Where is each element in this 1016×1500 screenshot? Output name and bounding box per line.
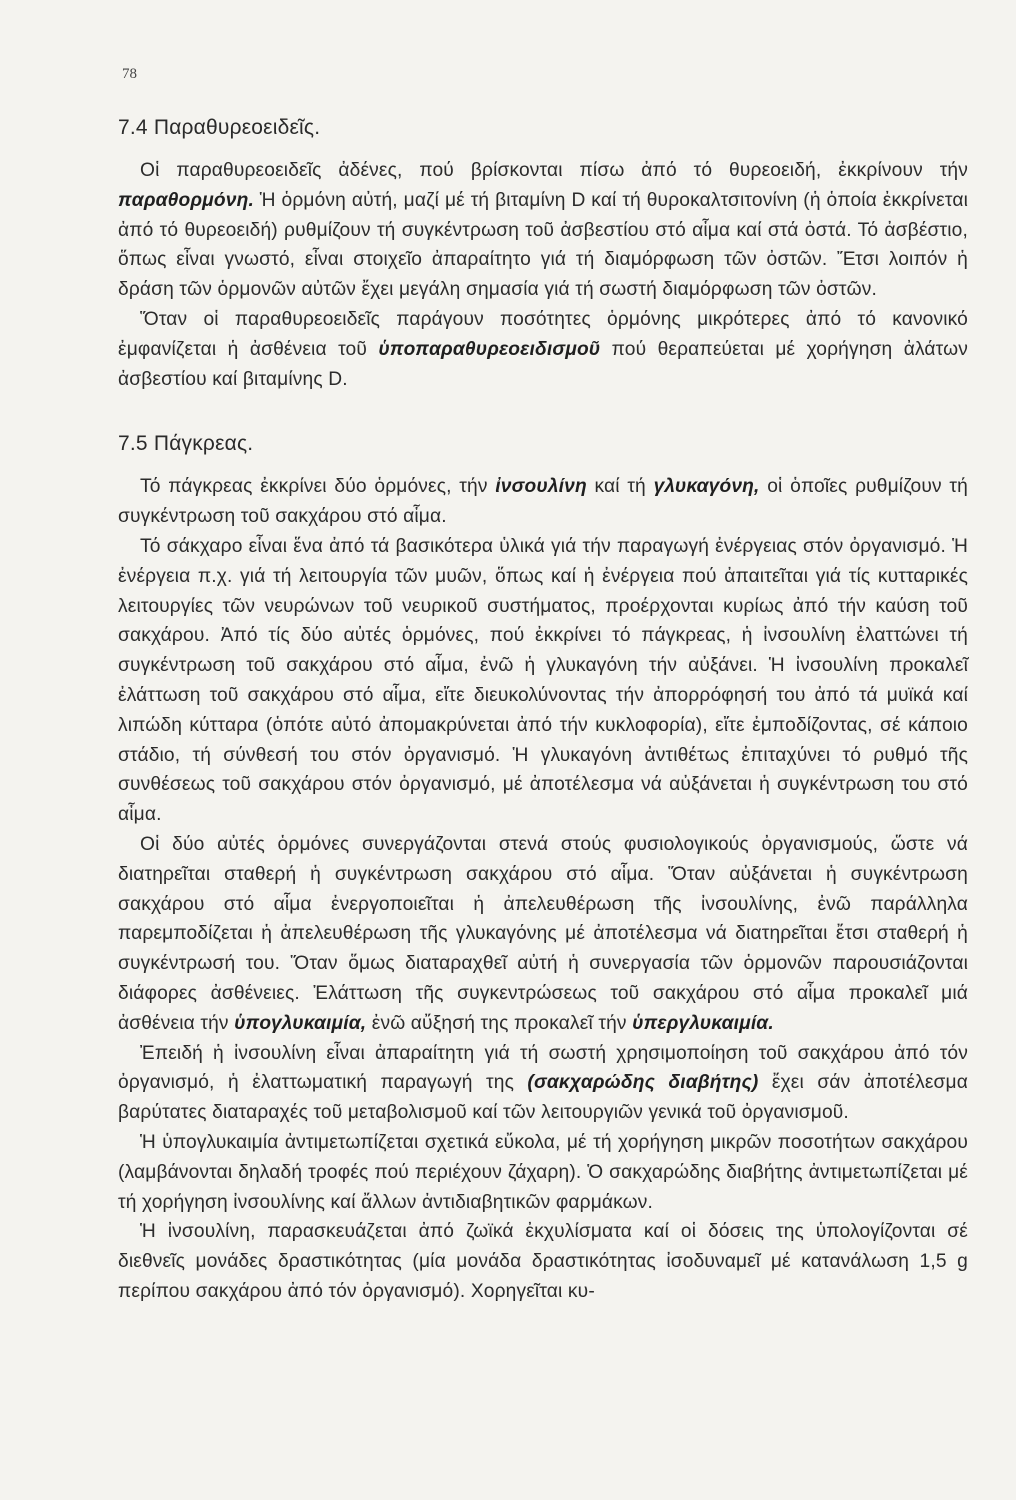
text-run: Τό σάκχαρο εἶναι ἕνα ἀπό τά βασικότερα ὑλικά γιά τήν παραγωγή ἐνέργειας στόν ὀργανισμό. Ἡ ἐνέργεια π.χ. γιά τή λειτουργία τῶν μυῶν, ὅπως καί ἡ ἐνέργεια πού ἀπαιτεῖται γιά τίς κυτταρικές λειτουργίες τῶν νευρώνων τοῦ νευρικοῦ συστήματος, προέρχονται κυρίως ἀπό τήν καύση τοῦ σακχάρου. Ἀπό τίς δύο αὐτές ὁρμόνες, πού ἐκκρίνει τό πάγκρεας, ἡ ἰνσουλίνη ἐλαττώνει τή συγκέντρωση τοῦ σακχάρου στό αἷμα, ἐνῶ ἡ γλυκαγόνη τήν αὐξάνει. Ἡ ἰνσουλίνη προκαλεῖ ἐλάττωση τοῦ σακχάρου στό αἷμα, εἴτε διευκολύνοντας τήν ἀπορρόφησή του ἀπό τά μυϊκά καί λιπώδη κύτταρα (ὁπότε αὐτό ἀπομακρύνεται ἀπό τήν κυκλοφορία), εἴτε ἐμποδίζοντας, σέ κάποιο στάδιο, τή σύνθεσή του στόν ὀργανισμό. Ἡ γλυκαγόνη ἀντιθέτως ἐπιταχύνει τό ρυθμό τῆς συνθέσεως τοῦ σακχάρου στόν ὀργανισμό, μέ ἀποτέλεσμα νά αὐξάνεται ἡ συγκέντρωση του στό αἷμα. — [118, 535, 968, 826]
page-content — [118, 116, 968, 1307]
paragraph — [118, 305, 968, 394]
emphasized-term: ὑποπαραθυρεοειδισμοῦ — [378, 338, 601, 360]
text-run: Ἐπειδή ἡ ἰνσουλίνη εἶναι ἀπαραίτητη γιά τή σωστή χρησιμοποίηση τοῦ σακχάρου ἀπό τόν ὀργανισμό, ἡ ἐλαττωματική παραγωγή της — [118, 1042, 968, 1094]
paragraph — [118, 830, 968, 1039]
paragraph — [118, 1128, 968, 1217]
section-pancreas — [118, 432, 968, 1306]
emphasized-term: παραθορμόνη. — [118, 189, 254, 211]
section-parathyroid — [118, 116, 968, 394]
text-run: Ἡ ὑπογλυκαιμία ἀντιμετωπίζεται σχετικά εὔκολα, μέ τή χορήγηση μικρῶν ποσοτήτων σακχάρου (λαμβάνονται δηλαδή τροφές πού περιέχουν ζάχαρη). Ὁ σακχαρώδης διαβήτης ἀντιμετωπίζεται μέ τή χορήγηση ἰνσουλίνης καί ἄλλων ἀντιδιαβητικῶν φαρμάκων. — [118, 1131, 968, 1213]
text-run: Οἱ παραθυρεοειδεῖς ἀδένες, πού βρίσκονται πίσω ἀπό τό θυρεοειδή, ἐκκρίνουν τήν — [140, 160, 968, 181]
text-run: καί τή — [586, 476, 654, 498]
paragraph — [118, 156, 968, 305]
text-run: πού θεραπεύεται μέ χορήγηση ἀλάτων ἀσβεστίου καί βιταμίνης D. — [118, 338, 969, 390]
paragraph — [118, 1039, 968, 1128]
paragraph — [118, 532, 968, 830]
emphasized-term: ὑπογλυκαιμία, — [234, 1012, 367, 1034]
paragraph — [118, 1217, 968, 1306]
text-run: Ὅταν οἱ παραθυρεοειδεῖς παράγουν ποσότητες ὁρμόνης μικρότερες ἀπό τό κανονικό ἐμφανίζεται ἡ ἀσθένεια τοῦ — [118, 308, 968, 360]
text-run: Τό πάγκρεας ἐκκρίνει δύο ὁρμόνες, τήν — [140, 476, 496, 498]
emphasized-term: ἰνσουλίνη — [495, 476, 587, 498]
text-run: ἔχει σάν ἀποτέλεσμα βαρύτατες διαταραχές τοῦ μεταβολισμοῦ καί τῶν λειτουργιῶν γενικά τοῦ ὀργανισμοῦ. — [118, 1072, 968, 1124]
text-run: Ἡ ἰνσουλίνη, παρασκευάζεται ἀπό ζωϊκά ἐκχυλίσματα καί οἱ δόσεις της ὑπολογίζονται σέ διεθνεῖς μονάδες δραστικότητας (μία μονάδα δραστικότητας ἰσοδυναμεῖ μέ κατανάλωση 1,5 g περίπου σακχάρου ἀπό τόν ὀργανισμό). Χορηγεῖται κυ- — [118, 1221, 968, 1302]
emphasized-term: ὑπεργλυκαιμία. — [632, 1012, 774, 1034]
section-heading: 7.5 Πάγκρεας. — [118, 432, 254, 456]
page-number: 78 — [122, 66, 137, 82]
text-run: Οἱ δύο αὐτές ὁρμόνες συνεργάζονται στενά στούς φυσιολογικούς ὀργανισμούς, ὥστε νά διατηρεῖται σταθερή ἡ συγκέντρωση σακχάρου στό αἷμα. Ὅταν αὐξάνεται ἡ συγκέντρωση σακχάρου στό αἷμα ἐνεργοποιεῖται ἡ ἀπελευθέρωση τῆς ἰνσουλίνης, ἐνῶ παράλληλα παρεμποδίζεται ἡ ἀπελευθέρωση τῆς γλυκαγόνης μέ ἀποτέλεσμα νά διατηρεῖται ἔτσι σταθερή ἡ συγκέντρωσή του. Ὅταν ὅμως διαταραχθεῖ αὐτή ἡ συνεργασία τῶν ὁρμονῶν παρουσιάζονται διάφορες ἀσθένειες. Ἐλάττωση τῆς συγκεντρώσεως τοῦ σακχάρου στό αἷμα προκαλεῖ μιά ἀσθένεια τήν — [118, 833, 968, 1034]
section-heading: 7.4 Παραθυρεοειδεῖς. — [118, 116, 321, 139]
text-run: Ἡ ὁρμόνη αὐτή, μαζί μέ τή βιταμίνη D καί τή θυροκαλτσιτονίνη (ἡ ὁποία ἐκκρίνεται ἀπό τό θυρεοειδή) ρυθμίζουν τή συγκέντρωση τοῦ ἀσβεστίου στό αἷμα καί στά ὀστά. Τό ἀσβέστιο, ὅπως εἶναι γνωστό, εἶναι στοιχεῖο ἀπαραίτητο γιά τή διαμόρφωση τῶν ὀστῶν. Ἔτσι λοιπόν ἡ δράση τῶν ὁρμονῶν αὐτῶν ἔχει μεγάλη σημασία γιά τή σωστή διαμόρφωση τῶν ὀστῶν. — [118, 189, 968, 301]
paragraph — [118, 472, 968, 532]
text-run: οἱ ὁποῖες ρυθμίζουν τή συγκέντρωση τοῦ σακχάρου στό αἷμα. — [118, 476, 968, 528]
text-run: ἐνῶ αὔξησή της προκαλεῖ τήν — [366, 1012, 633, 1034]
emphasized-term: γλυκαγόνη, — [653, 476, 760, 498]
emphasized-term: (σακχαρώδης διαβήτης) — [527, 1072, 759, 1094]
